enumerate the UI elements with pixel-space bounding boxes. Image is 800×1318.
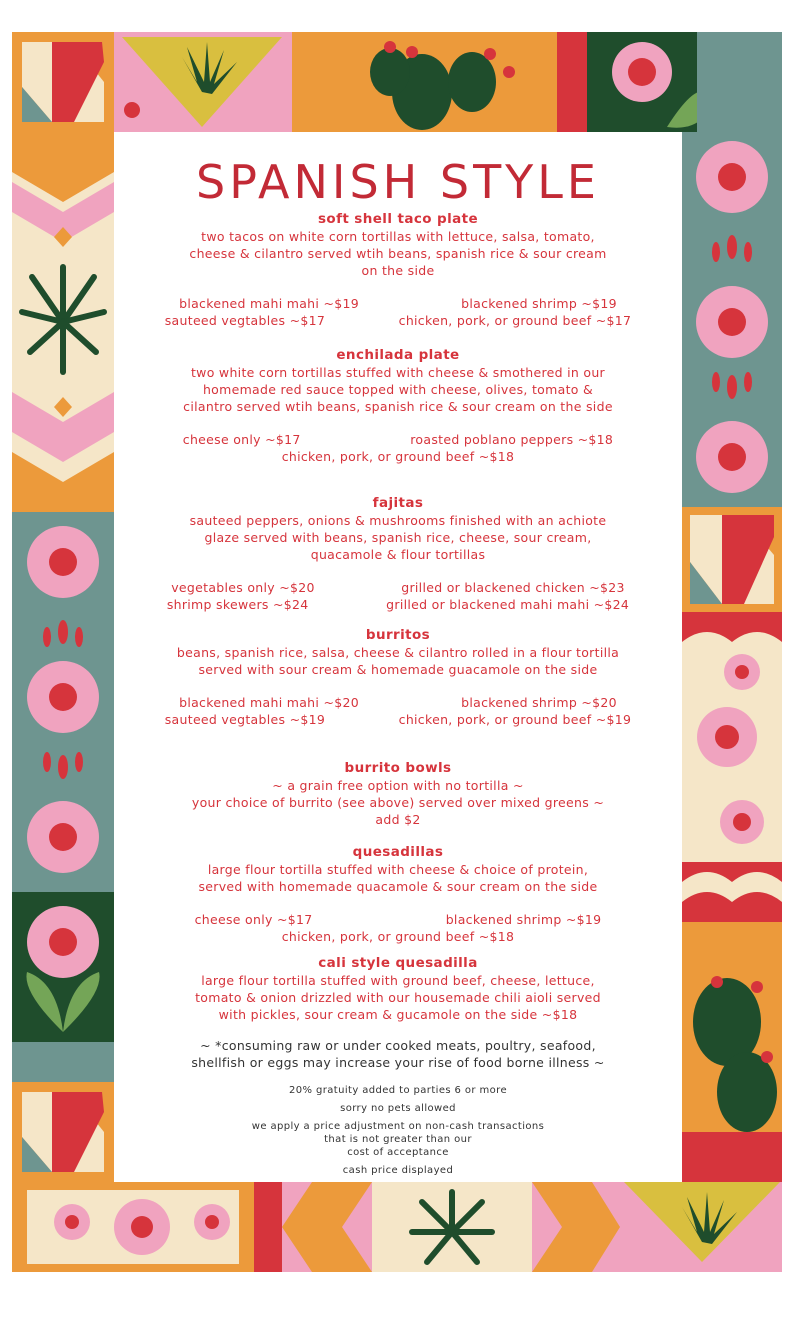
gratuity-note: 20% gratuity added to parties 6 or more — [288, 1084, 508, 1096]
section-soft-shell-taco-plate — [114, 211, 682, 329]
section-burrito-bowls — [114, 760, 682, 828]
price-item: grilled or blackened mahi mahi ~$24 — [386, 597, 630, 612]
fine-print — [114, 1084, 682, 1177]
price-item: chicken, pork, or ground beef ~$18 — [281, 449, 515, 464]
section-title: quesadillas — [352, 844, 444, 860]
price-options — [128, 579, 668, 613]
section-title: cali style quesadilla — [318, 955, 478, 971]
section-description: large flour tortilla stuffed with cheese & choice of protein, served with homemade quacamole & sour cream on the side — [198, 862, 598, 894]
section-cali-style-quesadilla — [114, 955, 682, 1023]
price-item: sauteed vegtables ~$19 — [164, 712, 326, 727]
menu-title: SPANISH STYLE — [196, 155, 600, 209]
section-title: soft shell taco plate — [317, 211, 479, 227]
price-item: blackened mahi mahi ~$20 — [179, 695, 359, 710]
price-item: sauteed vegtables ~$17 — [164, 313, 326, 328]
section-fajitas — [114, 495, 682, 613]
price-item: grilled or blackened chicken ~$23 — [401, 580, 625, 595]
price-item: blackened shrimp ~$19 — [445, 912, 602, 927]
section-burritos — [114, 627, 682, 728]
price-item: cheese only ~$17 — [182, 432, 301, 447]
food-safety-warning: ~ *consuming raw or under cooked meats, poultry, seafood, shellfish or eggs may increase your rise of food borne illness ~ — [191, 1038, 605, 1070]
price-item: chicken, pork, or ground beef ~$17 — [398, 313, 632, 328]
section-description: two tacos on white corn tortillas with lettuce, salsa, tomato, cheese & cilantro served wtih beans, spanish rice & sour cream on the side — [189, 229, 607, 278]
price-item: blackened mahi mahi ~$19 — [179, 296, 359, 311]
price-item: blackened shrimp ~$19 — [461, 296, 617, 311]
section-title: burritos — [365, 627, 431, 643]
section-description: large flour tortilla stuffed with ground beef, cheese, lettuce, tomato & onion drizzled with our housemade chili aioli served with pickles, sour cream & gucamole on the side ~$18 — [195, 973, 601, 1022]
section-title: burrito bowls — [344, 760, 452, 776]
price-adjustment-note: we apply a price adjustment on non-cash transactions that is not greater than our cost of acceptance — [251, 1120, 545, 1158]
section-quesadillas — [114, 844, 682, 945]
section-description: sauteed peppers, onions & mushrooms finished with an achiote glaze served with beans, spanish rice, cheese, sour cream, quacamole & flour tortillas — [189, 513, 607, 562]
cash-price-note: cash price displayed — [342, 1164, 454, 1176]
section-description: two white corn tortillas stuffed with cheese & smothered in our homemade red sauce topped with cheese, olives, tomato & cilantro served wtih beans, spanish rice & sour cream on the side — [183, 365, 613, 414]
price-options — [128, 694, 668, 728]
price-item: cheese only ~$17 — [194, 912, 313, 927]
pets-note: sorry no pets allowed — [340, 1102, 456, 1114]
price-options — [128, 295, 668, 329]
price-item: chicken, pork, or ground beef ~$18 — [281, 929, 515, 944]
price-item: chicken, pork, or ground beef ~$19 — [398, 712, 632, 727]
price-item: shrimp skewers ~$24 — [166, 597, 309, 612]
price-options — [128, 911, 668, 945]
section-enchilada-plate — [114, 347, 682, 465]
section-title: fajitas — [372, 495, 424, 511]
section-description: ~ a grain free option with no tortilla ~ your choice of burrito (see above) served over mixed greens ~ add $2 — [191, 778, 605, 827]
price-item: blackened shrimp ~$20 — [461, 695, 617, 710]
price-item: vegetables only ~$20 — [171, 580, 315, 595]
price-item: roasted poblano peppers ~$18 — [410, 432, 614, 447]
price-options — [128, 431, 668, 465]
section-description: beans, spanish rice, salsa, cheese & cilantro rolled in a flour tortilla served with sour cream & homemade guacamole on the side — [176, 645, 620, 677]
menu-card — [114, 133, 682, 1181]
section-title: enchilada plate — [336, 347, 460, 363]
